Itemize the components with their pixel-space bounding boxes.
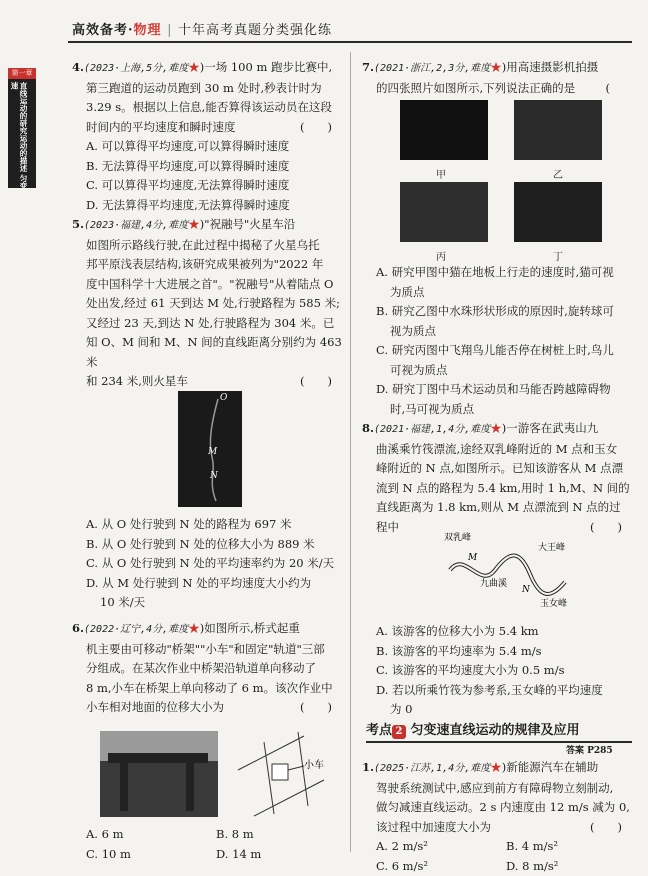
subject: 物理 <box>134 23 162 38</box>
point-n: N <box>210 471 218 481</box>
option-c: C. 从 O 处行驶到 N 处的平均速率约为 20 米/天 <box>86 554 346 574</box>
option-b-cont: 视为质点 <box>376 322 634 342</box>
option-a-cont: 为质点 <box>376 283 634 303</box>
q1-number: 1. <box>362 760 374 774</box>
option-a: A. 该游客的位移大小为 5.4 km <box>376 622 634 642</box>
q8-line: 流到 N 点的路程为 5.4 km,用时 1 h,M、N 间的 <box>362 479 632 499</box>
q1-line: )新能源汽车在辅助 <box>502 760 599 774</box>
option-a: A. 研究甲图中猫在地板上行走的速度时,猫可视 <box>376 263 634 283</box>
option-b: B. 无法算得平均速度,可以算得瞬时速度 <box>72 157 342 177</box>
caption-yi: 乙 <box>553 166 563 181</box>
difficulty-star: ★ <box>188 217 200 231</box>
q7-line: 的四张照片如图所示,下列说法正确的是 <box>376 81 575 95</box>
difficulty-star: ★ <box>490 60 502 74</box>
q8-line: 直线距离为 1.8 km,则从 M 点漂流到 N 点的过 <box>362 498 632 518</box>
answer-paren: ( ) <box>300 118 332 138</box>
option-d: D. 若以所乘竹筏为参考系,玉女峰的平均速度 <box>376 681 634 701</box>
q8-source: (2021·福建,1,4分,难度 <box>374 424 490 435</box>
question-6 <box>72 619 342 718</box>
chapter-label: 第一章 <box>8 68 36 79</box>
q6-source: (2022·辽宁,4分,难度 <box>84 624 188 635</box>
shuangru-peak-label: 双乳峰 <box>444 531 471 543</box>
option-c-cont: 可视为质点 <box>376 361 634 381</box>
option-a: A. 从 O 处行驶到 N 处的路程为 697 米 <box>86 515 346 535</box>
q6-line: 分组成。在某次作业中桥架沿轨道单向移动了 <box>72 659 342 679</box>
jiuqu-river-label: 九曲溪 <box>480 577 507 589</box>
q5-line: 处出发,经过 61 天到达 M 处,行驶路程为 585 米; <box>72 294 342 314</box>
caption-jia: 甲 <box>436 166 446 181</box>
q1-line: 该过程中加速度大小为 <box>376 820 491 834</box>
point-m-label: M <box>467 553 478 563</box>
q5-line: 邦平原浅表层结构,该研究成果被列为"2022 年 <box>72 255 342 275</box>
option-d: D. 研究丁图中马术运动员和马能否跨越障碍物 <box>376 380 634 400</box>
option-d-cont: 时,马可视为质点 <box>376 400 634 420</box>
q6-line: 小车相对地面的位移大小为 <box>86 700 224 714</box>
difficulty-star: ★ <box>490 760 502 774</box>
q6-line: )如图所示,桥式起重 <box>200 621 300 635</box>
caption-bing: 丙 <box>436 248 446 263</box>
brand: 高效备考 <box>72 23 128 38</box>
option-b: B. 研究乙图中水珠形状形成的原因时,旋转球可 <box>376 302 634 322</box>
water-ball-photo <box>514 100 602 160</box>
q4-number: 4. <box>72 60 84 74</box>
q4-line: 3.29 s。根据以上信息,能否算得该运动员在这段 <box>72 98 342 118</box>
horse-photo <box>514 182 602 242</box>
q1-source: (2025·江苏,1,4分,难度 <box>374 763 490 774</box>
option-b: B. 从 O 处行驶到 N 处的位移大小为 889 米 <box>86 535 346 555</box>
section-heading <box>366 719 632 743</box>
q6-number: 6. <box>72 621 84 635</box>
crane-diagram <box>234 730 342 820</box>
answer-paren: ( ) <box>300 698 332 718</box>
option-d-cont: 10 米/天 <box>86 593 346 613</box>
option-d: D. 从 M 处行驶到 N 处的平均速度大小约为 <box>86 574 346 594</box>
q1-line: 驾驶系统测试中,感应到前方有障碍物立刻制动, <box>362 779 632 799</box>
answer-paren: ( ) <box>590 818 622 838</box>
q6-line: 8 m,小车在桥架上单向移动了 6 m。该次作业中 <box>72 679 342 699</box>
q8-line: 峰附近的 N 点,如图所示。已知该游客从 M 点漂 <box>362 459 632 479</box>
series-title: 十年高考真题分类强化练 <box>178 23 332 38</box>
answer-page-ref: 答案 P285 <box>566 743 613 756</box>
question-5 <box>72 215 342 392</box>
answer-paren: ( ) <box>300 372 332 392</box>
option-c: C. 6 m/s² <box>376 857 506 876</box>
question-5-options <box>86 515 346 613</box>
header-dot: · <box>128 23 134 38</box>
mars-rover-route-image <box>178 391 242 507</box>
q5-line: 和 234 米,则火星车 <box>86 374 188 388</box>
q8-line: )一游客在武夷山九 <box>502 421 599 435</box>
q8-line: 曲溪乘竹筏漂流,途经双乳峰附近的 M 点和玉女 <box>362 440 632 460</box>
difficulty-star: ★ <box>490 421 502 435</box>
q5-source: (2023·福建,4分,难度 <box>84 220 188 231</box>
q5-line: 如图所示路线行驶,在此过程中揭秘了火星乌托 <box>72 236 342 256</box>
river-map <box>440 530 580 616</box>
option-d: D. 14 m <box>216 847 261 861</box>
chapter-title: 直线运动的研究运动的描述 匀变速 <box>8 79 30 199</box>
q8-number: 8. <box>362 421 374 435</box>
option-b: B. 该游客的平均速率为 5.4 m/s <box>376 642 634 662</box>
column-divider <box>350 52 351 852</box>
q7-number: 7. <box>362 60 374 74</box>
header-separator: | <box>167 23 172 38</box>
q5-line: 度中国科学十大进展之首"。"祝融号"从着陆点 O <box>72 275 342 295</box>
kaodian-number: 2 <box>392 725 406 739</box>
question-8-options <box>376 622 634 720</box>
bird-photo <box>400 182 488 242</box>
q1-line: 做匀减速直线运动。2 s 内速度由 12 m/s 减为 0, <box>362 798 632 818</box>
caption-ding: 丁 <box>553 248 563 263</box>
q7-line: )用高速摄影机拍摄 <box>502 60 599 74</box>
point-o: O <box>220 393 227 403</box>
question-7 <box>362 58 632 98</box>
difficulty-star: ★ <box>188 621 200 635</box>
q4-source: (2023·上海,5分,难度 <box>84 63 188 74</box>
option-d: D. 无法算得平均速度,无法算得瞬时速度 <box>72 196 342 216</box>
question-1 <box>362 758 632 876</box>
answer-paren: ( <box>606 79 611 99</box>
option-a: A. 6 m <box>86 825 216 845</box>
option-d: D. 8 m/s² <box>506 859 558 873</box>
option-d-cont: 为 0 <box>376 700 634 720</box>
q4-line: 时间内的平均速度和瞬时速度 <box>86 120 236 134</box>
question-4 <box>72 58 342 215</box>
difficulty-star: ★ <box>188 60 200 74</box>
option-a: A. 2 m/s² <box>376 837 506 857</box>
question-6-options <box>86 825 346 864</box>
point-n-label: N <box>521 585 531 595</box>
q8-line: 程中 <box>376 520 399 534</box>
option-c: C. 可以算得平均速度,无法算得瞬时速度 <box>72 176 342 196</box>
question-7-options <box>376 263 634 419</box>
question-8 <box>362 419 632 537</box>
running-header <box>62 14 632 42</box>
q5-line: 又经过 23 天,到达 N 处,行驶路程为 304 米。已 <box>72 314 342 334</box>
yunu-peak-label: 玉女峰 <box>540 597 567 609</box>
q6-line: 机主要由可移动"桥架""小车"和固定"轨道"三部 <box>72 640 342 660</box>
crane-photo <box>100 731 218 817</box>
option-c: C. 该游客的平均速度大小为 0.5 m/s <box>376 661 634 681</box>
dawang-peak-label: 大王峰 <box>538 541 565 553</box>
q7-source: (2021·浙江,2,3分,难度 <box>374 63 490 74</box>
q4-line: )一场 100 m 跑步比赛中, <box>200 60 332 74</box>
q5-line: 知 O、M 间和 M、N 间的直线距离分别约为 463 米 <box>72 333 342 372</box>
option-b: B. 4 m/s² <box>506 839 558 853</box>
header-rule <box>68 41 632 43</box>
option-b: B. 8 m <box>216 827 254 841</box>
option-a: A. 可以算得平均速度,可以算得瞬时速度 <box>72 137 342 157</box>
answer-paren: ( ) <box>590 518 622 538</box>
chapter-sidebar <box>8 68 36 188</box>
point-m: M <box>208 447 217 457</box>
q5-line: )"祝融号"火星车沿 <box>200 217 296 231</box>
trolley-label: 小车 <box>304 758 324 771</box>
option-c: C. 研究丙图中飞翔鸟儿能否停在树桩上时,鸟儿 <box>376 341 634 361</box>
q5-number: 5. <box>72 217 84 231</box>
cat-photo <box>400 100 488 160</box>
q4-line: 第三跑道的运动员跑到 30 m 处时,秒表计时为 <box>72 79 342 99</box>
option-c: C. 10 m <box>86 845 216 865</box>
kaodian-label: 考点 <box>366 723 392 738</box>
kaodian-title: 匀变速直线运动的规律及应用 <box>411 723 580 738</box>
